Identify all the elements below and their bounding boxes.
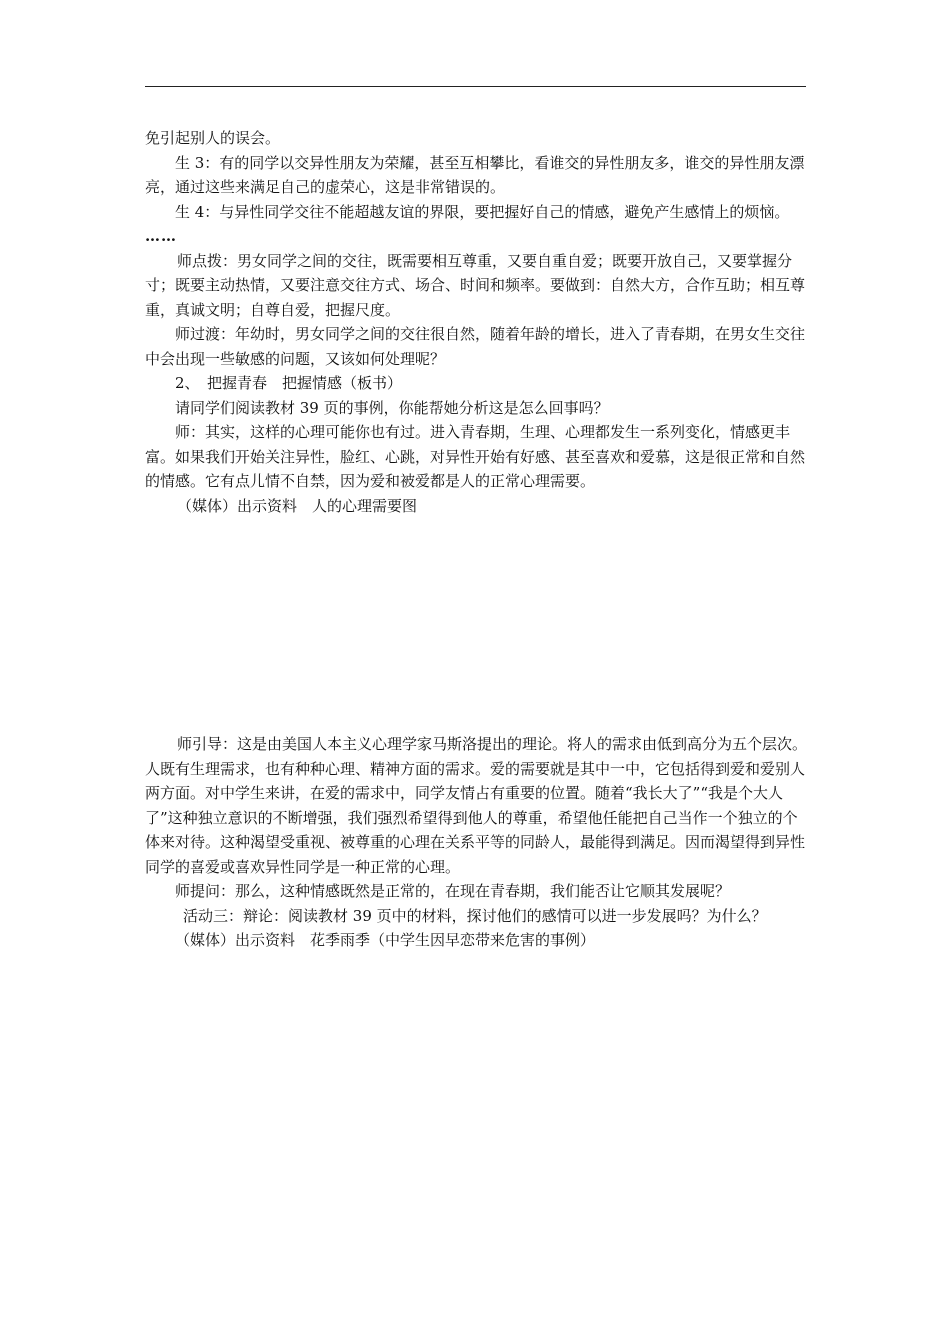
media-flower-season: （媒体）出示资料 花季雨季（中学生因早恋带来危害的事例） — [175, 931, 596, 949]
paragraph-group-bottom — [145, 732, 808, 953]
diagram-blank-area — [145, 518, 808, 732]
ellipsis: …… — [145, 227, 177, 245]
teacher-lead: 师引导：这是由美国人本主义心理学家马斯洛提出的理论。将人的需求由低到高分为五个层次。人既有生理需求，也有种种心理、精神方面的需求。爱的需要就是其中一中，它包括得到爱和爱别人两方面。对中学生来讲，在爱的需求中，同学友情占有重要的位置。随着“我长大了”“我是个大人了”这种独立意识的不断增强，我们强烈希望得到他人的尊重，希望他任能把自己当作一个独立的个体来对待。这种渴望受重视、被尊重的心理在关系平等的同龄人，最能得到满足。因而渴望得到异性同学的喜爱或喜欢异性同学是一种正常的心理。 — [145, 735, 808, 876]
media-needs-diagram: （媒体）出示资料 人的心理需要图 — [177, 496, 418, 515]
teacher-explanation: 师：其实，这样的心理可能你也有过。进入青春期，生理、心理都发生一系列变化，情感更丰富。如果我们开始关注异性，脸红、心跳，对异性开始有好感、甚至喜欢和爱慕，这是很正常和自然的情感。它有点儿情不自禁，因为爱和被爱都是人的正常心理需要。 — [145, 423, 806, 490]
student-3-answer: 生 3：有的同学以交异性朋友为荣耀，甚至互相攀比，看谁交的异性朋友多，谁交的异性朋友漂亮，通过这些来满足自己的虚荣心，这是非常错误的。 — [145, 153, 805, 196]
student-4-answer: 生 4：与异性同学交往不能超越友谊的界限，要把握好自己的情感，避免产生感情上的烦恼。 — [175, 202, 790, 221]
paragraph-group-top — [145, 126, 808, 518]
teacher-question: 师提问：那么，这种情感既然是正常的，在现在青春期，我们能否让它顺其发展呢？ — [175, 882, 731, 900]
teacher-guidance: 师点拨：男女同学之间的交往，既需要相互尊重，又要自重自爱；既要开放自己，又要掌握分寸；既要主动热情，又要注意交往方式、场合、时间和频率。要做到：自然大方，合作互助；相互尊重，真诚文明；自尊自爱，把握尺度。 — [145, 251, 806, 319]
reading-prompt: 请同学们阅读教材 39 页的事例，你能帮她分析这是怎么回事吗？ — [175, 398, 609, 417]
document-body — [145, 126, 808, 953]
teacher-transition: 师过渡：年幼时，男女同学之间的交往很自然，随着年龄的增长，进入了青春期，在男女生交往中会出现一些敏感的问题，又该如何处理呢？ — [145, 325, 806, 368]
header-rule — [145, 86, 806, 87]
continuation-line: 免引起别人的误会。 — [145, 129, 281, 147]
activity-three-debate: 活动三：辩论：阅读教材 39 页中的材料，探讨他们的感情可以进一步发展吗？为什么？ — [183, 906, 767, 925]
section-heading-2: 2、 把握青春 把握情感（板书） — [175, 374, 403, 392]
